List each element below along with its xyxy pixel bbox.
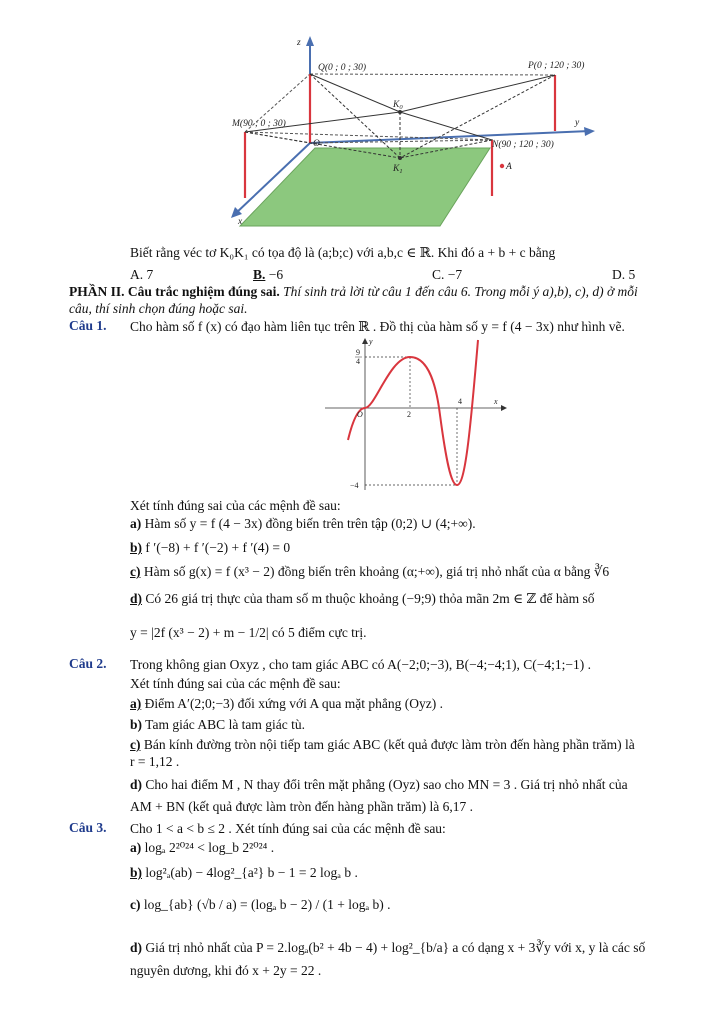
y-axis-label: y [575, 118, 580, 128]
prev-question-stem: Biết rằng véc tơ K₀K₁ có tọa độ là (a;b;c) với a,b,c ∈ ℝ. Khi đó a + b + c bằng [130, 245, 556, 260]
point-a-label: A [506, 162, 512, 172]
q1-item-b: b) f ′(−8) + f ′(−2) + f ′(4) = 0 [130, 540, 291, 555]
graph-tick-y-top-den: 4 [356, 357, 360, 366]
q1-intro: Xét tính đúng sai của các mệnh đề sau: [130, 498, 341, 513]
q2-item-d-line2: AM + BN (kết quả được làm tròn đến hàng phần trăm) là 6,17 . [130, 799, 473, 814]
function-graph [320, 335, 510, 495]
q1-item-d: d) Có 26 giá trị thực của tham số m thuộc khoảng (−9;9) thỏa mãn 2m ∈ ℤ để hàm số [130, 591, 595, 606]
q1-stem: Cho hàm số f (x) có đạo hàm liên tục trên ℝ . Đồ thị của hàm số y = f (4 − 3x) như hình vẽ. [130, 319, 625, 334]
z-axis-label: z [297, 38, 301, 48]
prev-option-d: D. 5 [612, 267, 636, 282]
coordinate-space-figure [220, 28, 620, 228]
ground-plane [240, 148, 490, 226]
point-m-label: M(90 ; 0 ; 30) [232, 119, 286, 129]
graph-tick-y-top: 9 [356, 348, 360, 357]
q3-stem: Cho 1 < a < b ≤ 2 . Xét tính đúng sai của các mệnh đề sau: [130, 821, 446, 836]
graph-origin: O [357, 410, 363, 419]
origin-label: O [313, 139, 320, 149]
point-p-label: P(0 ; 120 ; 30) [528, 61, 585, 71]
q1-item-d-line2: y = |2f (x³ − 2) + m − 1/2| có 5 điểm cực trị. [130, 625, 367, 640]
q1-item-c: c) Hàm số g(x) = f (x³ − 2) đồng biến trên khoảng (α;+∞), giá trị nhỏ nhất của α bằng ∛6 [130, 564, 610, 579]
point-k1-label: $K_1$ [393, 164, 403, 175]
q2-number: Câu 2. [69, 656, 107, 671]
part2-header: PHẦN II. Câu trắc nghiệm đúng sai. Thí sinh trả lời từ câu 1 đến câu 6. Trong mỗi ý a),b), c), d) ở mỗi [69, 284, 638, 299]
q2-stem: Trong không gian Oxyz , cho tam giác ABC có A(−2;0;−3), B(−4;−4;1), C(−4;1;−1) . [130, 657, 592, 672]
q2-item-c: c) Bán kính đường tròn nội tiếp tam giác ABC (kết quả được làm tròn đến hàng phần trăm) là [130, 737, 635, 752]
graph-y-label: y [369, 337, 373, 346]
q3-item-d-line2: nguyên dương, khi đó x + 2y = 22 . [130, 963, 322, 978]
q1-number: Câu 1. [69, 318, 107, 333]
q1-item-a: a) Hàm số y = f (4 − 3x) đồng biến trên trên tập (0;2) ∪ (4;+∞). [130, 516, 476, 531]
graph-x-label: x [494, 397, 498, 406]
q2-intro: Xét tính đúng sai của các mệnh đề sau: [130, 676, 341, 691]
prev-option-c: C. −7 [432, 267, 463, 282]
graph-tick-2: 2 [407, 410, 411, 419]
q3-item-a: a) logₐ 2²⁰²⁴ < log_b 2²⁰²⁴ . [130, 840, 275, 855]
x-axis-label: x [238, 217, 243, 227]
point-q-label: Q(0 ; 0 ; 30) [318, 63, 367, 73]
point-k0-label: $K_0$ [393, 100, 403, 111]
q3-item-b: b) log²ₐ(ab) − 4log²_{a²} b − 1 = 2 logₐ b . [130, 865, 358, 880]
q2-item-a: a) Điểm A′(2;0;−3) đối xứng với A qua mặt phẳng (Oyz) . [130, 696, 443, 711]
prev-option-a: A. 7 [130, 267, 154, 282]
prev-option-b: B. −6 [253, 267, 284, 282]
q3-number: Câu 3. [69, 820, 107, 835]
q2-item-d: d) Cho hai điểm M , N thay đổi trên mặt phẳng (Oyz) sao cho MN = 3 . Giá trị nhỏ nhất của [130, 777, 628, 792]
graph-tick-4: 4 [458, 397, 462, 406]
graph-curve [348, 340, 478, 485]
q3-item-d: d) Giá trị nhỏ nhất của P = 2.logₐ(b² + 4b − 4) + log²_{b/a} a có dạng x + 3∛y với x, y là các số [130, 940, 646, 955]
graph-tick-y-bot: −4 [350, 481, 359, 490]
q2-item-c-line2: r = 1,12 . [130, 754, 180, 769]
q3-item-c: c) log_{ab} (√b / a) = (logₐ b − 2) / (1 + logₐ b) . [130, 897, 391, 912]
part2-desc-line2: câu, thí sinh chọn đúng hoặc sai. [69, 301, 248, 316]
point-n-label: N(90 ; 120 ; 30) [492, 140, 554, 150]
q2-item-b: b) Tam giác ABC là tam giác tù. [130, 717, 306, 732]
